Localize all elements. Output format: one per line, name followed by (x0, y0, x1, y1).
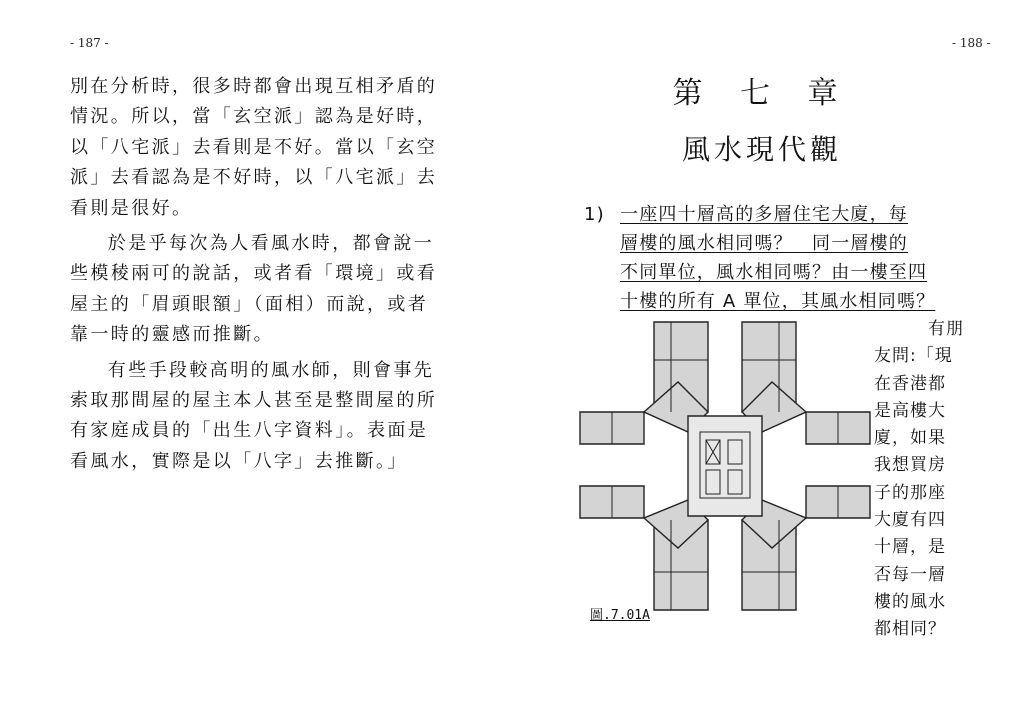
figure-caption: 圖.7.01A (590, 608, 650, 623)
side-line: 子的那座 (874, 482, 946, 503)
question-line: 十樓的所有 A 單位，其風水相同嗎？ (620, 291, 936, 312)
paragraph-1: 別在分析時，很多時都會出現互相矛盾的情況。所以，當「玄空派」認為是好時，以「八宅派」去看則是不好。當以「玄空派」去看認為是不好時，以「八宅派」去看則是很好。 (70, 76, 438, 219)
side-line: 是高樓大 (874, 400, 946, 421)
paragraph-3: 有些手段較高明的風水師，則會事先索取那間屋的屋主本人甚至是整間屋的所有家庭成員的「出生八字資料」。表面是看風水，實際是以「八字」去推斷。」 (70, 359, 438, 472)
question-number: 1) (584, 204, 605, 225)
page-number-left: - 187 - (70, 36, 109, 50)
question-text (620, 200, 964, 316)
question-1 (584, 200, 964, 316)
side-line: 有朋 (928, 319, 964, 339)
question-line: 一座四十層高的多層住宅大廈，每 (620, 204, 908, 225)
side-line: 十層，是 (874, 537, 946, 558)
question-line: 層樓的風水相同嗎？ 同一層樓的 (620, 233, 908, 254)
side-line: 我想買房 (874, 455, 946, 476)
floor-plan-figure (578, 320, 872, 612)
paragraph-2: 於是乎每次為人看風水時，都會說一些模稜兩可的說話，或者看「環境」或看屋主的「眉頭眼額」（面相）而說，或者靠一時的靈感而推斷。 (70, 233, 438, 346)
page-number-right: - 188 - (952, 36, 991, 50)
side-line: 都相同？ (874, 619, 946, 640)
side-line: 在香港都 (874, 373, 946, 394)
side-line: 廈，如果 (874, 428, 946, 449)
left-body-text (70, 72, 442, 482)
chapter-title: 風水現代觀 (681, 133, 842, 166)
side-line: 否每一層 (874, 564, 946, 585)
side-line: 友問:「現 (874, 346, 953, 367)
question-line: 不同單位，風水相同嗎？由一樓至四 (620, 262, 928, 283)
side-line: 大廈有四 (874, 510, 946, 531)
side-line: 樓的風水 (874, 591, 946, 612)
side-text (874, 316, 964, 644)
chapter-heading: 第 七 章 (672, 76, 852, 111)
right-page (512, 0, 1024, 724)
